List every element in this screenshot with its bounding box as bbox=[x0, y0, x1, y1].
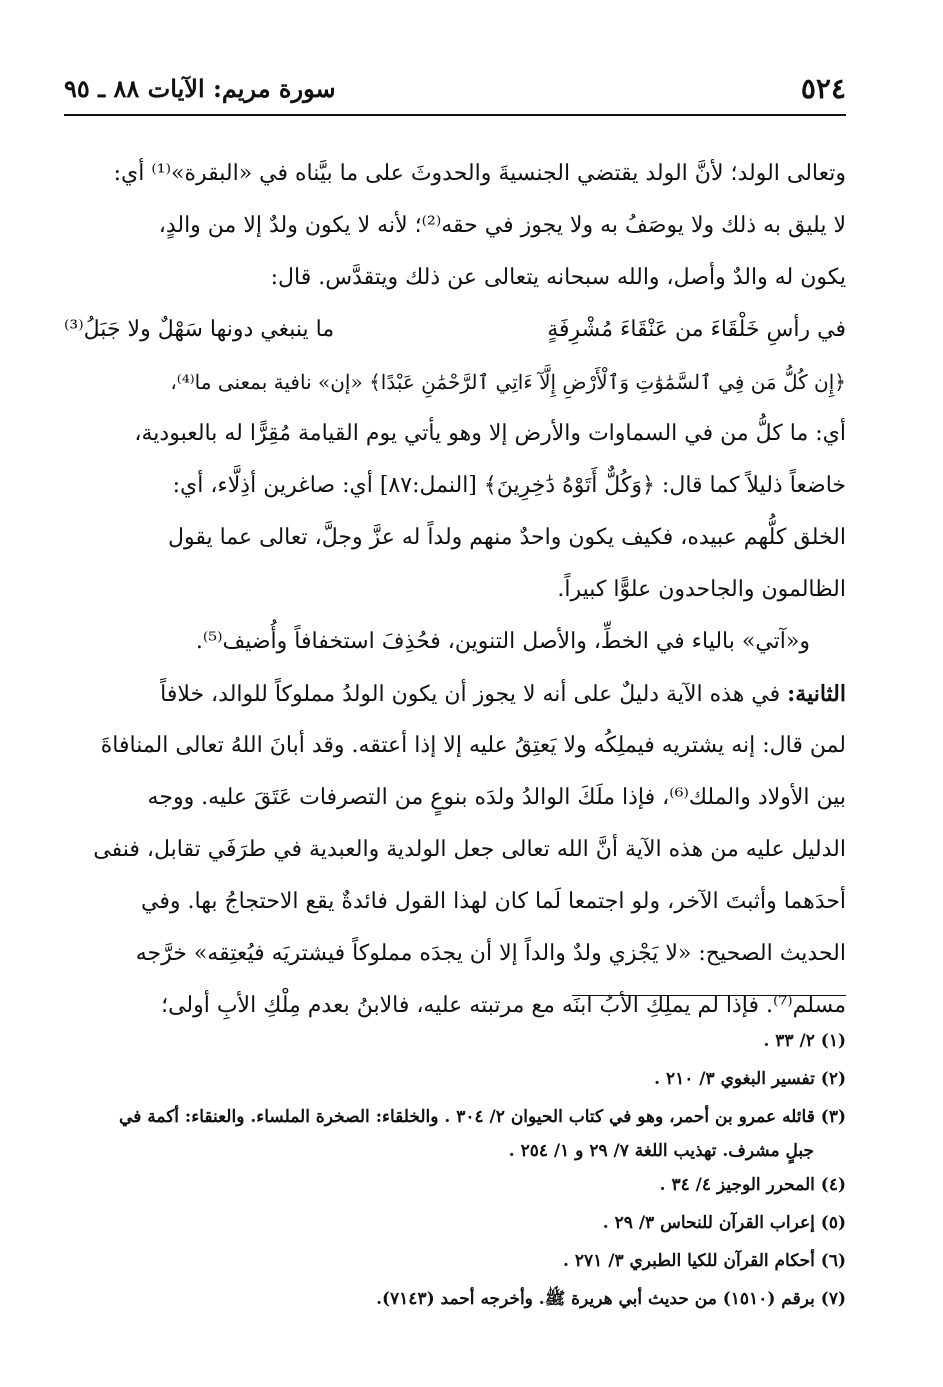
footnote-rule bbox=[572, 995, 846, 996]
text-line: يكون له والدٌ وأصل، والله سبحانه يتعالى عن ذلك ويتقدَّس. قال: bbox=[270, 265, 846, 290]
text-line: أحدَهما وأثبتَ الآخر، ولو اجتمعا لَما كان لهذا القول فائدةٌ يقع الاحتجاجُ بها. وفي bbox=[141, 889, 846, 914]
running-header bbox=[64, 70, 846, 110]
footnote: (٤) المحرر الوجيز ٤/ ٣٤ . bbox=[659, 1175, 846, 1195]
second-issue-label: الثانية: bbox=[787, 681, 846, 707]
text-line: لا يليق به ذلك ولا يوصَفُ به ولا يجوز في حقه⁽²⁾؛ لأنه لا يكون ولدٌ إلا من والدٍ، bbox=[158, 213, 846, 238]
text-line: الخلق كلُّهم عبيده، فكيف يكون واحدٌ منهم ولداً له عزَّ وجلَّ، تعالى عما يقول bbox=[167, 525, 846, 550]
footnote: (٧) برقم (١٥١٠) من حديث أبي هريرة ﷺ. وأخرجه أحمد (٧١٤٣). bbox=[376, 1289, 846, 1309]
footnote: (٥) إعراب القرآن للنحاس ٣/ ٢٩ . bbox=[602, 1213, 846, 1233]
second-issue-line bbox=[64, 668, 846, 720]
surah-title: سورة مريم: الآيات ٨٨ ـ ٩٥ bbox=[64, 74, 336, 103]
footnote-continuation: جبلٍ مشرف. تهذيب اللغة ٧/ ٢٩ و ١/ ٢٥٤ . bbox=[508, 1141, 814, 1161]
header-rule bbox=[64, 114, 846, 116]
verse-second-hemistich: ما ينبغي دونها سَهْلٌ ولا جَبَلُ⁽³⁾ bbox=[64, 317, 335, 342]
verse-first-hemistich: في رأسِ خَلْقَاءَ من عَنْقَاءَ مُشْرِفَةٍ bbox=[547, 317, 846, 342]
main-text bbox=[64, 148, 846, 1032]
poetry-verse bbox=[64, 304, 846, 356]
text-line: الدليل عليه من هذه الآية أنَّ الله تعالى جعل الولدية والعبدية في طرَفَي تقابل، فنفى bbox=[93, 837, 846, 862]
footnote: (٦) أحكام القرآن للكيا الطبري ٣/ ٢٧١ . bbox=[563, 1251, 846, 1271]
footnote: (٣) قائله عمرو بن أحمر، وهو في كتاب الحيوان ٢/ ٣٠٤ . والخلقاء: الصخرة الملساء. والعنقاء: أكمة في bbox=[119, 1107, 846, 1127]
text-line: الحديث الصحيح: «لا يَجْزي ولدٌ والداً إلا أن يجدَه مملوكاً فيشتريَه فيُعتِقه» خرَّجه bbox=[135, 941, 846, 966]
text-line: وتعالى الولد؛ لأنَّ الولد يقتضي الجنسيةَ والحدوثَ على ما بيَّناه في «البقرة»⁽¹⁾ أي: bbox=[113, 161, 846, 186]
text-line: خاضعاً ذليلاً كما قال: ﴿وَكُلٌّ أَتَوْهُ دَٰخِرِينَ﴾ [النمل:٨٧] أي: صاغرين أذِلَّاء، أي: bbox=[172, 473, 846, 498]
text-line: و«آتي» بالياء في الخطِّ، والأصل التنوين، فحُذِفَ استخفافاً وأُضيف⁽⁵⁾. bbox=[195, 629, 810, 654]
text-line: أي: ما كلُّ من في السماوات والأرض إلا وهو يأتي يوم القيامة مُقِرًّا له بالعبودية، bbox=[134, 421, 846, 446]
second-issue-text: في هذه الآية دليلٌ على أنه لا يجوز أن يكون الولدُ مملوكاً للوالد، خلافاً bbox=[160, 682, 781, 707]
text-line: بين الأولاد والملك⁽⁶⁾، فإذا ملَكَ الوالدُ ولدَه بنوعٍ من التصرفات عَتَقَ عليه. ووجه bbox=[147, 785, 846, 810]
footnote: (٢) تفسير البغوي ٣/ ٢١٠ . bbox=[654, 1069, 846, 1089]
text-line: الظالمون والجاحدون علوًّا كبيراً. bbox=[557, 577, 846, 602]
text-line: ﴿إِن كُلُّ مَن فِي ٱلسَّمَٰوَٰتِ وَٱلْأَرْضِ إِلَّآ ءَاتِي ٱلرَّحْمَٰنِ عَبْدًا﴾ «إن» نافية بمعنى ما⁽⁴⁾، bbox=[170, 370, 846, 394]
footnotes bbox=[64, 1022, 846, 1318]
text-line: لمن قال: إنه يشتريه فيملِكُه ولا يَعتِقُ عليه إلا إذا أعتقه. وقد أبانَ اللهُ تعالى المنافاةَ bbox=[100, 733, 846, 758]
footnote: (١) ٢/ ٣٣ . bbox=[763, 1031, 846, 1051]
page-number: ٥٢٤ bbox=[800, 72, 846, 105]
text-line: مسلم⁽⁷⁾. فإذا لم يملِكِ الأبُ ابنَه مع مرتبته عليه، فالابنُ بعدم مِلْكِ الأبِ أولى؛ bbox=[161, 993, 846, 1018]
